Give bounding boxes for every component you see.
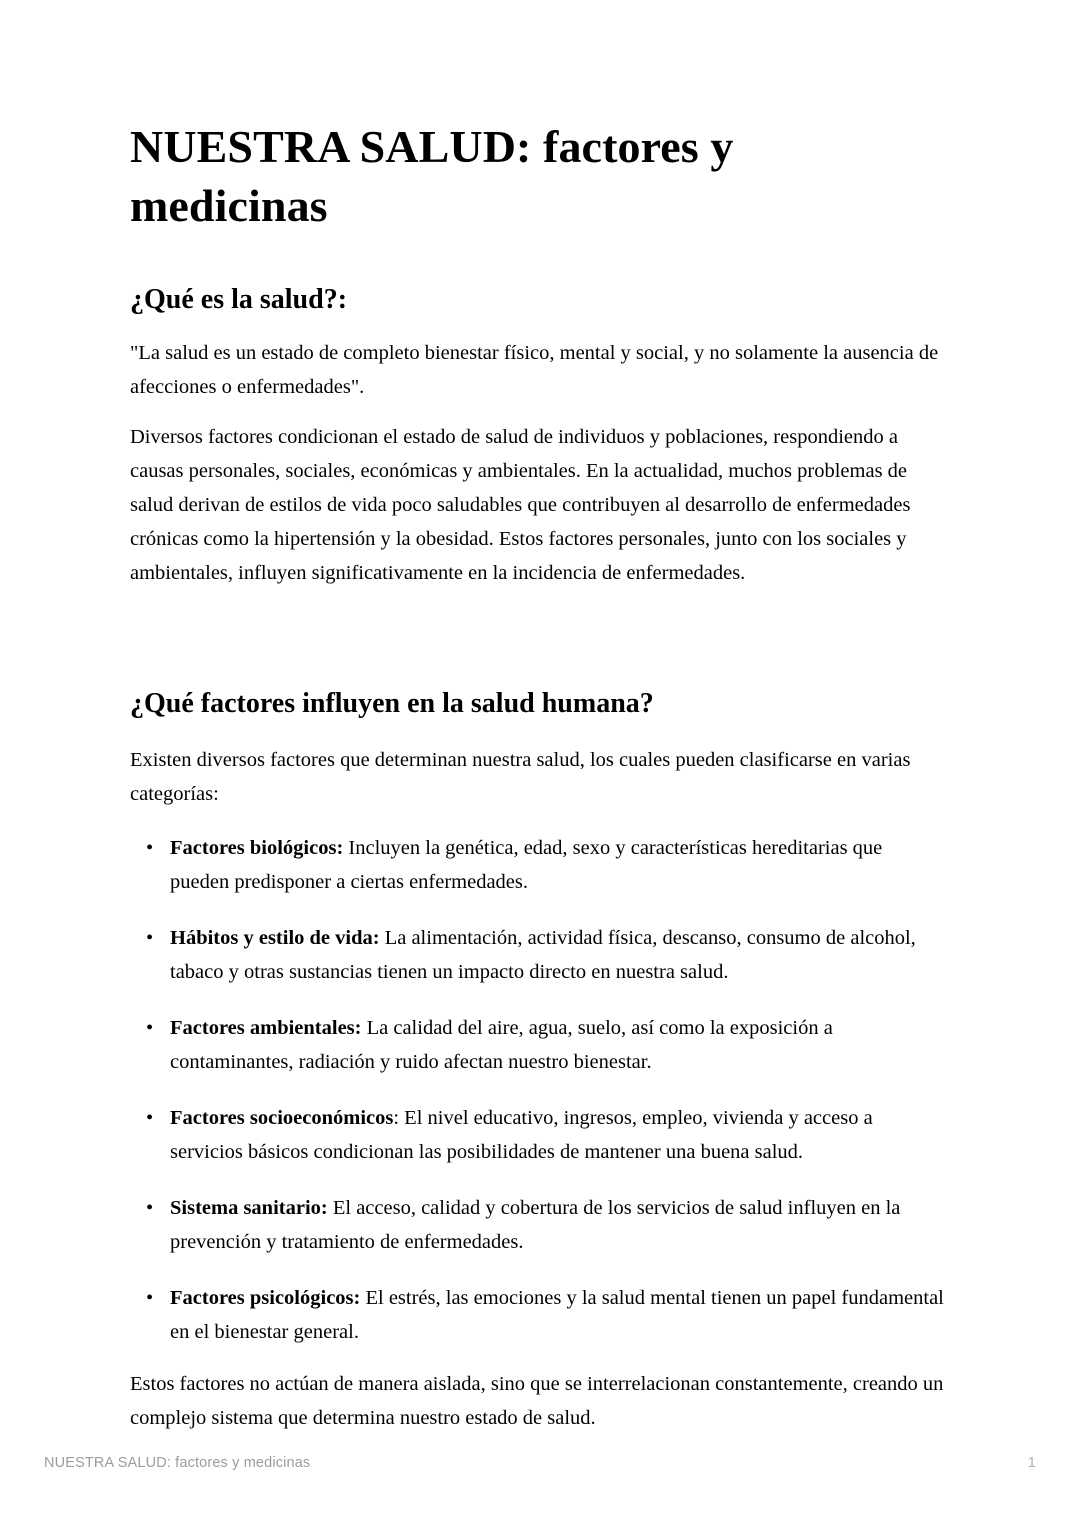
list-item-description: La alimentación, actividad física, descanso, consumo de alcohol, tabaco y otras sustancias tienen un impacto directo en nuestra salud. <box>170 926 916 983</box>
list-item-term: Factores socioeconómicos <box>170 1106 394 1129</box>
list-item-term: Factores biológicos: <box>170 836 344 859</box>
paragraph-factores-condicionantes: Diversos factores condicionan el estado de salud de individuos y poblaciones, respondiendo a causas personales, sociales, económicas y ambientales. En la actualidad, muchos problemas de salud derivan de estilos de vida poco saludables que contribuyen al desarrollo de enfermedades crónicas como la hipertensión y la obesidad. Estos factores personales, junto con los sociales y ambientales, influyen significativamente en la incidencia de enfermedades. <box>130 426 911 585</box>
factor-list <box>130 831 946 1349</box>
list-item <box>130 1191 946 1259</box>
paragraph-intro-categorias: Existen diversos factores que determinan nuestra salud, los cuales pueden clasificarse en varias categorías: <box>130 748 911 805</box>
bullet-icon: • <box>146 1196 154 1219</box>
paragraph-cierre-interrelacion: Estos factores no actúan de manera aislada, sino que se interrelacionan constantemente, creando un complejo sistema que determina nuestro estado de salud. <box>130 1372 944 1429</box>
bullet-icon: • <box>146 1016 154 1039</box>
footer-page-number: 1 <box>1027 1455 1036 1471</box>
list-item-description: La calidad del aire, agua, suelo, así como la exposición a contaminantes, radiación y ruido afectan nuestro bienestar. <box>170 1016 833 1073</box>
list-item-term: Factores ambientales: <box>170 1016 362 1039</box>
list-item <box>130 1281 946 1349</box>
list-item <box>130 1101 946 1169</box>
list-item-term: Factores psicológicos: <box>170 1286 361 1309</box>
bullet-icon: • <box>146 926 154 949</box>
page-title: NUESTRA SALUD: factores y medicinas <box>130 121 734 231</box>
list-item <box>130 921 946 989</box>
list-item-description: : El nivel educativo, ingresos, empleo, vivienda y acceso a servicios básicos condicionan las posibilidades de mantener una buena salud. <box>170 1106 873 1163</box>
list-item-description: Incluyen la genética, edad, sexo y características hereditarias que pueden predisponer a ciertas enfermedades. <box>170 836 883 893</box>
list-item-term: Hábitos y estilo de vida: <box>170 926 380 949</box>
list-item-term: Sistema sanitario: <box>170 1196 328 1219</box>
bullet-icon: • <box>146 836 154 859</box>
document-content <box>130 118 946 1435</box>
section-que-factores-influyen <box>130 686 946 1434</box>
page-footer <box>44 1455 1036 1471</box>
footer-document-label: NUESTRA SALUD: factores y medicinas <box>44 1455 311 1471</box>
bullet-icon: • <box>146 1106 154 1129</box>
paragraph-definicion-salud: "La salud es un estado de completo bienestar físico, mental y social, y no solamente la ausencia de afecciones o enfermedades". <box>130 342 939 399</box>
section-heading-que-factores-influyen: ¿Qué factores influyen en la salud humana? <box>130 688 654 720</box>
bullet-icon: • <box>146 1286 154 1309</box>
list-item-description: El estrés, las emociones y la salud mental tienen un papel fundamental en el bienestar general. <box>170 1286 944 1343</box>
list-item <box>130 1011 946 1079</box>
section-heading-que-es-la-salud: ¿Qué es la salud?: <box>130 283 348 315</box>
list-item-description: El acceso, calidad y cobertura de los servicios de salud influyen en la prevención y tratamiento de enfermedades. <box>170 1196 901 1253</box>
list-item <box>130 831 946 899</box>
section-que-es-la-salud <box>130 282 946 590</box>
